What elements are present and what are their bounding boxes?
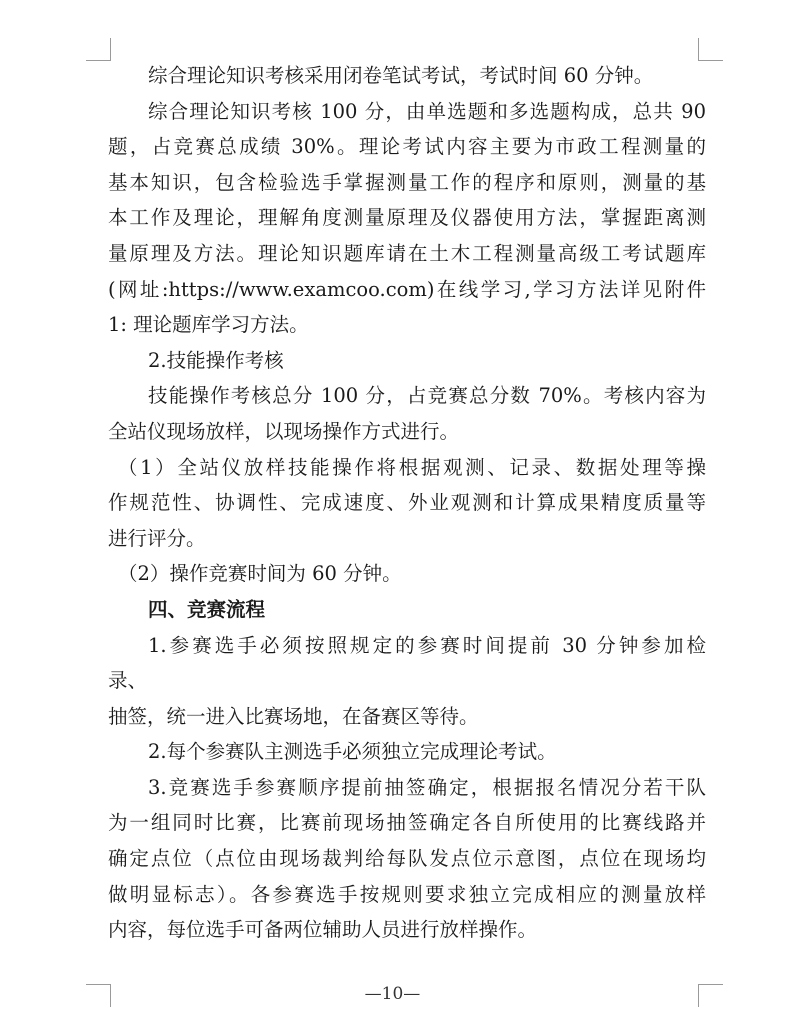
paragraph-line: 综合理论知识考核采用闭卷笔试考试，考试时间 60 分钟。: [148, 64, 654, 87]
paragraph-line: 本工作及理论，理解角度测量原理及仪器使用方法，掌握距离测: [108, 206, 706, 230]
page-number: —10—: [364, 984, 421, 1004]
paragraph-line: 技能操作考核总分 100 分，占竞赛总分数 70%。考核内容为: [148, 384, 706, 408]
paragraph-line: 2.每个参赛队主测选手必须独立完成理论考试。: [148, 740, 557, 764]
paragraph-line: (网址:https://www.examcoo.com)在线学习,学习方法详见附件: [108, 277, 706, 301]
paragraph-line: 量原理及方法。理论知识题库请在土木工程测量高级工考试题库: [108, 241, 706, 265]
paragraph-line: 录、: [108, 669, 148, 693]
paragraph-line: 内容，每位选手可备两位辅助人员进行放样操作。: [108, 918, 538, 942]
section-heading: 四、竞赛流程: [148, 597, 266, 621]
paragraph-line: 抽签，统一进入比赛场地，在备赛区等待。: [108, 704, 479, 728]
paragraph-line: 为一组同时比赛，比赛前现场抽签确定各自所使用的比赛线路并: [108, 811, 706, 835]
paragraph-line: 综合理论知识考核 100 分，由单选题和多选题构成，总共 90: [148, 99, 706, 123]
paragraph-line: 做明显标志）。各参赛选手按规则要求独立完成相应的测量放样: [108, 882, 706, 906]
document-body: [108, 58, 706, 948]
paragraph-line: 确定点位（点位由现场裁判给每队发点位示意图，点位在现场均: [108, 847, 706, 871]
paragraph-line: 进行评分。: [108, 526, 206, 550]
paragraph-line: 题，占竞赛总成绩 30%。理论考试内容主要为市政工程测量的: [108, 135, 706, 159]
paragraph-line: 基本知识，包含检验选手掌握测量工作的程序和原则，测量的基: [108, 170, 706, 194]
paragraph-line: 3.竞赛选手参赛顺序提前抽签确定，根据报名情况分若干队: [148, 775, 706, 799]
paragraph-line: （1）全站仪放样技能操作将根据观测、记录、数据处理等操: [118, 455, 706, 479]
paragraph-line: 作规范性、协调性、完成速度、外业观测和计算成果精度质量等: [108, 491, 706, 515]
paragraph-line: 1.参赛选手必须按照规定的参赛时间提前 30 分钟参加检: [148, 633, 706, 657]
paragraph-line: （2）操作竞赛时间为 60 分钟。: [118, 562, 402, 586]
section-subheading: 2.技能操作考核: [148, 348, 284, 372]
paragraph-line: 全站仪现场放样，以现场操作方式进行。: [108, 419, 460, 443]
paragraph-line: 1: 理论题库学习方法。: [108, 313, 309, 337]
